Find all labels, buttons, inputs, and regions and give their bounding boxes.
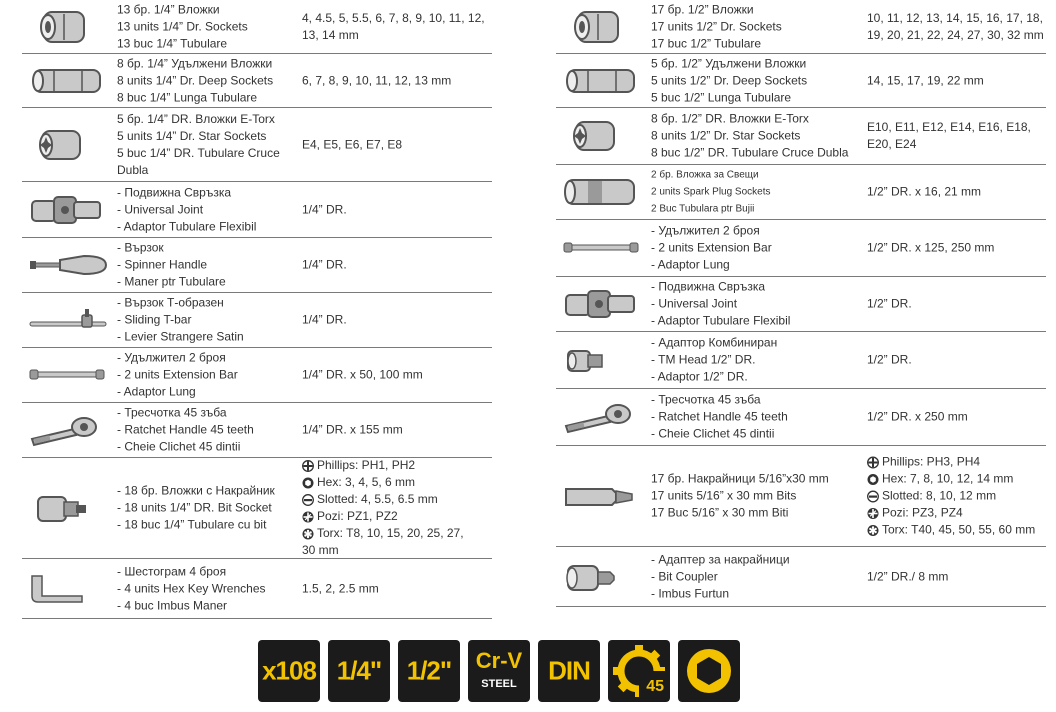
product-row: [556, 446, 1046, 547]
adaptor-icon: [558, 337, 644, 383]
hex-tip-icon: [867, 473, 882, 485]
right-column: [556, 0, 1046, 607]
size-line: 1/4” DR.: [302, 312, 347, 327]
item-description: [651, 551, 790, 602]
product-row: [556, 332, 1046, 389]
badge-45-teeth: [608, 640, 670, 702]
bit-size-text: Pozi: PZ3, PZ4: [882, 505, 963, 520]
bit-size-text: Hex: 7, 8, 10, 12, 14 mm: [882, 471, 1014, 486]
description-line: - Ratchet Handle 45 teeth: [651, 409, 788, 424]
product-row: [22, 54, 492, 108]
product-row: [22, 559, 492, 619]
description-line: - Universal Joint: [651, 296, 738, 311]
bit-size-text: Phillips: PH1, PH2: [317, 458, 416, 472]
size-line: 14, 15, 17, 19, 22 mm: [867, 73, 984, 87]
item-description: [651, 223, 772, 274]
description-line: - Шестограм 4 броя: [117, 564, 227, 578]
item-description: [117, 405, 254, 456]
bit-size-line: [302, 457, 492, 474]
size-line: 1/4” DR. x 155 mm: [302, 422, 403, 437]
item-description: [117, 350, 238, 401]
badge-label: 45: [646, 678, 664, 695]
size-line: 1/2” DR.: [867, 352, 912, 367]
spark-plug-socket-icon: [558, 169, 644, 215]
description-line: - 18 buc 1/4” Tubulare cu bit: [117, 517, 267, 532]
product-row: [556, 54, 1046, 108]
item-sizes: [867, 352, 1047, 369]
socket-icon: [24, 4, 110, 50]
item-sizes: [302, 10, 492, 44]
badge-din: [538, 640, 600, 702]
item-sizes: [867, 119, 1047, 153]
slotted-tip-icon: [867, 490, 882, 502]
item-description: [651, 279, 790, 330]
t-bar-icon: [24, 297, 110, 343]
product-row: [22, 458, 492, 559]
item-sizes: [867, 454, 1047, 539]
description-line: 13 бр. 1/4” Вложки: [117, 2, 220, 16]
item-description: [651, 167, 771, 218]
bit-size-line: [302, 542, 492, 559]
item-sizes: [302, 201, 492, 218]
description-line: 17 units 5/16” x 30 mm Bits: [651, 488, 797, 503]
deep-socket-icon: [24, 58, 110, 104]
description-line: - Подвижна Свръзка: [651, 279, 766, 294]
item-sizes: [302, 136, 492, 153]
description-line: - Удължител 2 броя: [651, 223, 760, 238]
description-line: 5 units 1/2” Dr. Deep Sockets: [651, 73, 808, 87]
phillips-tip-icon: [867, 456, 882, 468]
item-sizes: [302, 580, 492, 597]
badge-label: Cr-V: [475, 648, 523, 673]
torx-tip-icon: [867, 524, 882, 536]
bit-size-text: Torx: T40, 45, 50, 55, 60 mm: [882, 522, 1036, 537]
size-line: 1/4” DR.: [302, 202, 347, 216]
description-line: - Adaptor Lung: [117, 384, 196, 399]
item-sizes: [302, 422, 492, 439]
bit-size-line: [867, 522, 1047, 539]
description-line: 8 buc 1/4” Lunga Tubulare: [117, 90, 258, 104]
badge-piece-count: [258, 640, 320, 702]
size-line: 6, 7, 8, 9, 10, 11, 12, 13 mm: [302, 73, 452, 87]
product-row: [556, 547, 1046, 607]
badge-label: 1/4": [336, 655, 382, 686]
description-line: 2 units Spark Plug Sockets: [651, 186, 771, 198]
product-row: [22, 0, 492, 54]
item-sizes: [867, 296, 1047, 313]
item-sizes: [302, 367, 492, 384]
size-line: E20, E24: [867, 137, 917, 151]
description-line: 5 buc 1/4” DR. Tubulare Cruce: [117, 145, 280, 160]
item-description: [117, 483, 275, 534]
bit-size-line: [302, 525, 492, 542]
description-line: - 4 units Hex Key Wrenches: [117, 581, 266, 595]
item-sizes: [867, 240, 1047, 257]
description-line: 17 units 1/2” Dr. Sockets: [651, 19, 782, 33]
slotted-tip-icon: [302, 494, 317, 506]
bit-size-line: [302, 508, 492, 525]
product-row: [556, 220, 1046, 277]
size-line: E10, E11, E12, E14, E16, E18,: [867, 120, 1031, 134]
bit-size-text: Slotted: 4, 5.5, 6.5 mm: [317, 492, 438, 506]
socket-icon: [558, 4, 644, 50]
bit-socket-icon: [24, 485, 110, 531]
item-sizes: [867, 184, 1047, 201]
item-sizes: [302, 457, 492, 559]
description-line: - Адаптер за накрайници: [651, 552, 790, 566]
left-column: [22, 0, 492, 619]
size-line: 1/4” DR. x 50, 100 mm: [302, 367, 423, 382]
description-line: 5 бр. 1/2” Удължени Вложки: [651, 56, 807, 70]
description-line: - Maner ptr Tubulare: [117, 274, 226, 289]
bit-size-line: [867, 488, 1047, 505]
description-line: - Sliding T-bar: [117, 312, 192, 327]
description-line: 13 buc 1/4” Tubulare: [117, 36, 228, 50]
description-line: - Adaptor Tubulare Flexibil: [117, 219, 257, 233]
item-description: [651, 111, 848, 162]
feature-badges: [258, 640, 740, 702]
ratchet-icon: [558, 394, 644, 440]
bit-size-text: Hex: 3, 4, 5, 6 mm: [317, 475, 416, 489]
description-line: 17 бр. 1/2” Вложки: [651, 2, 754, 16]
description-line: 8 бр. 1/4” Удължени Вложки: [117, 56, 273, 70]
description-line: - Adaptor Tubulare Flexibil: [651, 313, 791, 328]
item-description: [117, 295, 244, 346]
pozi-tip-icon: [302, 511, 317, 523]
description-line: 8 units 1/2” Dr. Star Sockets: [651, 128, 801, 143]
size-line: 13, 14 mm: [302, 27, 359, 42]
description-line: - Подвижна Свръзка: [117, 185, 232, 199]
star-socket-icon: [24, 122, 110, 168]
description-line: - Тресчотка 45 зъба: [117, 405, 227, 420]
item-description: [651, 392, 788, 443]
description-line: - Spinner Handle: [117, 257, 208, 272]
description-line: - Cheie Clichet 45 dintii: [117, 439, 241, 454]
size-line: 1.5, 2, 2.5 mm: [302, 581, 379, 595]
size-line: 1/2” DR. x 250 mm: [867, 409, 968, 424]
item-sizes: [302, 257, 492, 274]
bit-size-line: [302, 491, 492, 508]
hex-tip-icon: [302, 477, 317, 489]
description-line: - Вързок Т-образен: [117, 295, 224, 310]
item-description: [651, 471, 829, 522]
description-line: - Universal Joint: [117, 202, 204, 216]
deep-socket-icon: [558, 58, 644, 104]
item-sizes: [867, 72, 1047, 89]
size-line: 1/2” DR. x 16, 21 mm: [867, 184, 982, 199]
description-line: - Levier Strangere Satin: [117, 329, 244, 344]
bit-size-text: Pozi: PZ1, PZ2: [317, 509, 398, 523]
description-line: - 2 units Extension Bar: [651, 240, 772, 255]
extension-bar-icon: [24, 352, 110, 398]
size-line: 1/2” DR./ 8 mm: [867, 569, 949, 583]
bit-size-line: [302, 474, 492, 491]
description-line: 5 бр. 1/4” DR. Вложки E-Torx: [117, 111, 275, 126]
description-line: - 18 units 1/4” DR. Bit Socket: [117, 500, 272, 515]
badge-sublabel: STEEL: [481, 678, 517, 690]
item-sizes: [867, 10, 1047, 44]
torx-tip-icon: [302, 528, 317, 540]
description-line: - Bit Coupler: [651, 569, 718, 583]
spinner-handle-icon: [24, 242, 110, 288]
badge-crv-steel: [468, 640, 530, 702]
item-description: [651, 335, 777, 386]
item-description: [117, 184, 256, 235]
bit-size-text: Phillips: PH3, PH4: [882, 454, 981, 469]
size-line: 1/4” DR.: [302, 257, 347, 272]
bit-size-text: Torx: T8, 10, 15, 20, 25, 27,: [317, 526, 464, 540]
bit-size-text: Slotted: 8, 10, 12 mm: [882, 488, 997, 503]
description-line: - Удължител 2 броя: [117, 350, 226, 365]
universal-joint-icon: [24, 187, 110, 233]
product-row: [556, 0, 1046, 54]
product-row: [556, 165, 1046, 220]
description-line: - Тресчотка 45 зъба: [651, 392, 761, 407]
description-line: - 4 buc Imbus Maner: [117, 598, 228, 612]
description-line: - TM Head 1/2” DR.: [651, 352, 756, 367]
size-line: 19, 20, 21, 22, 24, 27, 30, 32 mm: [867, 27, 1044, 42]
product-row: [22, 293, 492, 348]
size-line: 1/2” DR.: [867, 296, 912, 311]
hex-profile-icon: [678, 640, 740, 702]
badge-hex-profile: [678, 640, 740, 702]
description-line: Dubla: [117, 162, 149, 177]
badge-label: 1/2": [406, 655, 452, 686]
description-line: 8 buc 1/2” DR. Tubulare Cruce Dubla: [651, 145, 849, 160]
description-line: 2 Buc Tubulara ptr Bujii: [651, 203, 755, 215]
description-line: 2 бр. Вложка за Свещи: [651, 169, 759, 181]
item-sizes: [302, 72, 492, 89]
item-description: [117, 55, 273, 106]
bit-size-line: [867, 471, 1047, 488]
bit-size-line: [867, 505, 1047, 522]
size-line: 1/2” DR. x 125, 250 mm: [867, 240, 995, 255]
description-line: - Adaptor Lung: [651, 257, 730, 272]
description-line: 8 бр. 1/2” DR. Вложки E-Torx: [651, 111, 809, 126]
item-description: [651, 55, 807, 106]
ratchet-icon: [24, 407, 110, 453]
description-line: 8 units 1/4” Dr. Deep Sockets: [117, 73, 274, 87]
badge-label: x108: [262, 655, 316, 686]
description-line: - Вързок: [117, 240, 164, 255]
badge-quarter-inch: [328, 640, 390, 702]
product-row: [22, 238, 492, 293]
description-line: 17 бр. Накрайници 5/16”х30 mm: [651, 471, 829, 486]
star-socket-icon: [558, 113, 644, 159]
item-sizes: [867, 568, 1047, 585]
size-line: 10, 11, 12, 13, 14, 15, 16, 17, 18,: [867, 10, 1043, 25]
description-line: - Imbus Furtun: [651, 586, 730, 600]
phillips-tip-icon: [302, 460, 317, 472]
extension-bar-icon: [558, 225, 644, 271]
size-line: E4, E5, E6, E7, E8: [302, 137, 403, 151]
item-description: [117, 240, 226, 291]
product-row: [22, 403, 492, 458]
badge-half-inch: [398, 640, 460, 702]
description-line: 5 buc 1/2” Lunga Tubulare: [651, 90, 792, 104]
item-description: [117, 111, 280, 179]
bit-size-text: 30 mm: [302, 543, 339, 557]
product-row: [22, 108, 492, 182]
item-description: [117, 1, 248, 52]
description-line: - Ratchet Handle 45 teeth: [117, 422, 254, 437]
product-row: [22, 182, 492, 238]
item-description: [651, 1, 782, 52]
description-line: - Cheie Clichet 45 dintii: [651, 426, 775, 441]
product-row: [556, 389, 1046, 446]
bit-icon: [558, 473, 644, 519]
description-line: - Адаптор Комбиниран: [651, 335, 778, 350]
bit-size-line: [867, 454, 1047, 471]
product-row: [556, 108, 1046, 165]
description-line: 17 buc 1/2” Tubulare: [651, 36, 762, 50]
pozi-tip-icon: [867, 507, 882, 519]
description-line: - 2 units Extension Bar: [117, 367, 238, 382]
description-line: 5 units 1/4” Dr. Star Sockets: [117, 128, 267, 143]
item-sizes: [302, 312, 492, 329]
description-line: - 18 бр. Вложки с Накрайник: [117, 483, 275, 498]
description-line: - Adaptor 1/2” DR.: [651, 369, 748, 384]
description-line: 13 units 1/4” Dr. Sockets: [117, 19, 248, 33]
product-row: [556, 277, 1046, 332]
badge-label: DIN: [548, 655, 590, 686]
size-line: 4, 4.5, 5, 5.5, 6, 7, 8, 9, 10, 11, 12,: [302, 10, 485, 25]
universal-joint-icon: [558, 281, 644, 327]
item-sizes: [867, 409, 1047, 426]
description-line: 17 Buc 5/16” x 30 mm Biti: [651, 505, 789, 520]
bit-coupler-icon: [558, 554, 644, 600]
product-row: [22, 348, 492, 403]
item-description: [117, 563, 266, 614]
hex-key-icon: [24, 566, 110, 612]
